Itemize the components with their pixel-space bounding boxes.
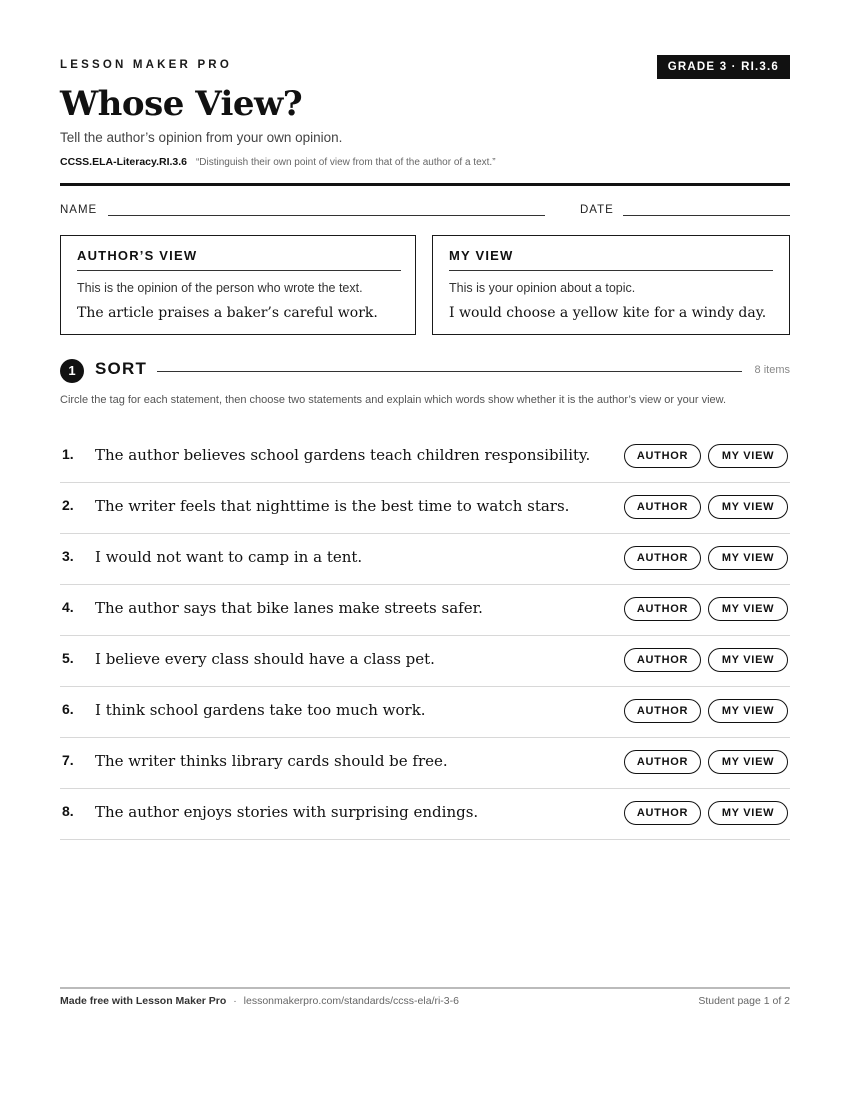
statement-text: I think school gardens take too much work. bbox=[95, 701, 426, 719]
page-subtitle: Tell the author’s opinion from your own opinion. bbox=[60, 130, 343, 145]
my-view-tag[interactable]: MY VIEW bbox=[708, 699, 788, 723]
name-field[interactable] bbox=[108, 215, 545, 216]
statement-text: The author says that bike lanes make streets safer. bbox=[95, 599, 483, 617]
section-rule bbox=[157, 371, 742, 372]
statement-row bbox=[60, 789, 790, 840]
author-tag[interactable]: AUTHOR bbox=[624, 597, 701, 621]
section-title: SORT bbox=[95, 359, 148, 378]
author-tag[interactable]: AUTHOR bbox=[624, 546, 701, 570]
statement-number: 3. bbox=[62, 548, 74, 564]
statement-text: The author believes school gardens teach children responsibility. bbox=[95, 446, 591, 464]
section-number: 1 bbox=[60, 359, 84, 383]
item-count: 8 items bbox=[754, 364, 790, 376]
author-view-heading: AUTHOR’S VIEW bbox=[77, 248, 401, 271]
my-view-tag[interactable]: MY VIEW bbox=[708, 648, 788, 672]
standard-code: CCSS.ELA-Literacy.RI.3.6 bbox=[60, 156, 188, 168]
my-view-tag[interactable]: MY VIEW bbox=[708, 801, 788, 825]
author-view-box bbox=[60, 235, 416, 335]
date-field[interactable] bbox=[623, 215, 790, 216]
statement-text: The writer thinks library cards should be free. bbox=[95, 752, 448, 770]
my-view-tag[interactable]: MY VIEW bbox=[708, 495, 788, 519]
author-tag[interactable]: AUTHOR bbox=[624, 801, 701, 825]
author-tag[interactable]: AUTHOR bbox=[624, 699, 701, 723]
page-number: Student page 1 of 2 bbox=[698, 995, 790, 1007]
footer-brand: Made free with Lesson Maker Pro bbox=[60, 995, 227, 1007]
statement-row bbox=[60, 432, 790, 483]
footer-credit bbox=[60, 995, 459, 1007]
footer-separator: · bbox=[233, 995, 237, 1007]
date-label: DATE bbox=[580, 204, 614, 216]
header-divider bbox=[60, 183, 790, 186]
statement-number: 6. bbox=[62, 701, 74, 717]
my-view-example: I would choose a yellow kite for a windy day. bbox=[449, 305, 767, 321]
statement-number: 8. bbox=[62, 803, 74, 819]
statement-row bbox=[60, 483, 790, 534]
statement-row bbox=[60, 738, 790, 789]
view-definitions bbox=[60, 235, 790, 337]
header-bar bbox=[60, 55, 790, 79]
statement-row bbox=[60, 534, 790, 585]
brand-name: LESSON MAKER PRO bbox=[60, 59, 232, 71]
name-date-row bbox=[60, 203, 790, 219]
statement-list bbox=[60, 432, 790, 840]
statement-row bbox=[60, 636, 790, 687]
statement-number: 7. bbox=[62, 752, 74, 768]
my-view-definition: This is your opinion about a topic. bbox=[449, 281, 636, 295]
my-view-heading: MY VIEW bbox=[449, 248, 773, 271]
section-instructions: Circle the tag for each statement, then choose two statements and explain which words show whether it is the author’s view or your view. bbox=[60, 394, 727, 406]
statement-number: 5. bbox=[62, 650, 74, 666]
author-tag[interactable]: AUTHOR bbox=[624, 495, 701, 519]
statement-text: I believe every class should have a class pet. bbox=[95, 650, 435, 668]
statement-number: 4. bbox=[62, 599, 74, 615]
statement-number: 2. bbox=[62, 497, 74, 513]
my-view-tag[interactable]: MY VIEW bbox=[708, 750, 788, 774]
page-title: Whose View? bbox=[60, 84, 303, 124]
section-header bbox=[60, 358, 790, 384]
author-tag[interactable]: AUTHOR bbox=[624, 444, 701, 468]
name-label: NAME bbox=[60, 204, 98, 216]
statement-text: The writer feels that nighttime is the best time to watch stars. bbox=[95, 497, 570, 515]
my-view-tag[interactable]: MY VIEW bbox=[708, 546, 788, 570]
my-view-tag[interactable]: MY VIEW bbox=[708, 597, 788, 621]
author-tag[interactable]: AUTHOR bbox=[624, 648, 701, 672]
my-view-tag[interactable]: MY VIEW bbox=[708, 444, 788, 468]
standard-line bbox=[60, 156, 496, 168]
footer-divider bbox=[60, 987, 790, 989]
author-tag[interactable]: AUTHOR bbox=[624, 750, 701, 774]
author-view-example: The article praises a baker’s careful work. bbox=[77, 305, 378, 321]
grade-badge: GRADE 3 · RI.3.6 bbox=[657, 55, 790, 79]
author-view-definition: This is the opinion of the person who wrote the text. bbox=[77, 281, 363, 295]
statement-row bbox=[60, 687, 790, 738]
footer-url[interactable]: lessonmakerpro.com/standards/ccss-ela/ri-3-6 bbox=[243, 995, 459, 1007]
my-view-box bbox=[432, 235, 790, 335]
worksheet-page bbox=[60, 0, 790, 1100]
standard-quote: “Distinguish their own point of view from that of the author of a text.” bbox=[195, 157, 496, 168]
statement-text: I would not want to camp in a tent. bbox=[95, 548, 363, 566]
statement-number: 1. bbox=[62, 446, 74, 462]
statement-text: The author enjoys stories with surprising endings. bbox=[95, 803, 479, 821]
statement-row bbox=[60, 585, 790, 636]
